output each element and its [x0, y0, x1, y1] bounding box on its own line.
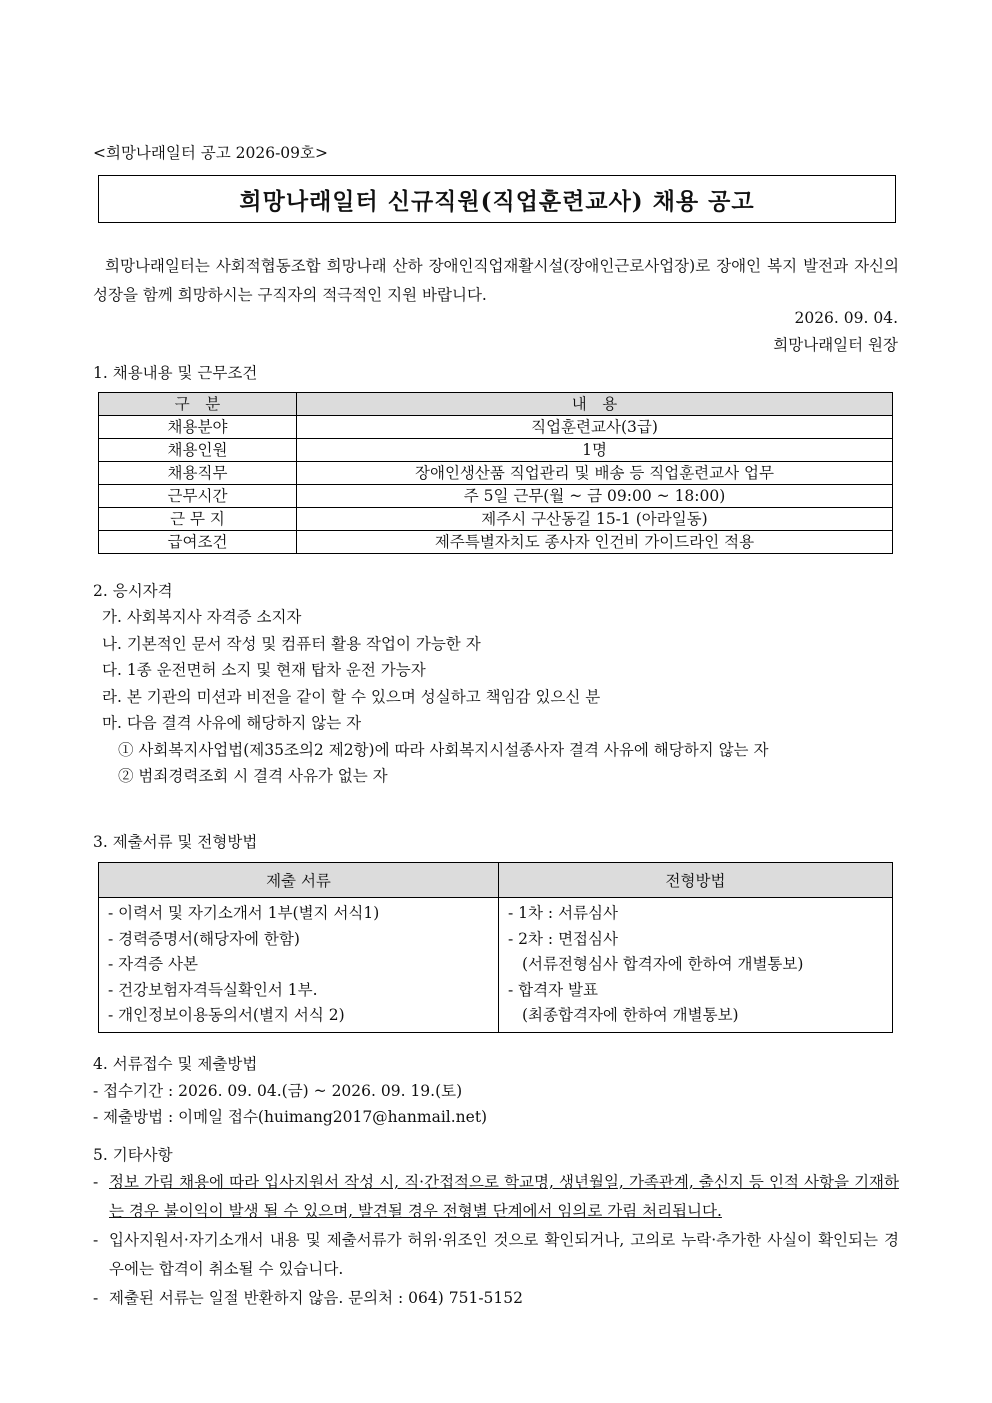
list-item — [93, 1168, 899, 1226]
intro-paragraph — [93, 252, 899, 310]
table-row — [99, 898, 893, 1033]
list-item: 다. 1종 운전면허 소지 및 현재 탑차 운전 가능자 — [102, 661, 426, 679]
row-label: 근 무 지 — [99, 508, 297, 531]
list-subitem: ② 범죄경력조회 시 결격 사유가 없는 자 — [118, 767, 388, 785]
list-item: - 제출방법 : 이메일 접수(huimang2017@hanmail.net) — [93, 1108, 488, 1126]
list-item — [93, 1226, 899, 1284]
table-row — [99, 439, 893, 462]
table-row — [99, 416, 893, 439]
list-item: - 접수기간 : 2026. 09. 04.(금) ~ 2026. 09. 19.(토) — [93, 1081, 463, 1100]
list-item: - 건강보험자격득실확인서 1부. — [108, 980, 318, 999]
row-value: 제주시 구산동길 15-1 (아라일동) — [297, 508, 893, 531]
section2-heading: 2. 응시자격 — [93, 582, 173, 600]
list-item: - 2차 : 면접심사 — [508, 929, 618, 948]
privacy-notice: 정보 가림 채용에 따라 입사지원서 작성 시, 직·간접적으로 학교명, 생년월일, 가족관계, 출신지 등 인적 사항을 기재하는 경우 불이익이 발생 될 수 있으며, 발견될 경우 전형별 단계에서 임의로 가림 처리됩니다. — [109, 1173, 899, 1220]
table-header-row — [99, 393, 893, 416]
row-label: 채용분야 — [99, 416, 297, 439]
list-item: - 자격증 사본 — [108, 955, 198, 973]
list-item: - 개인정보이용동의서(별지 서식 2) — [108, 1006, 345, 1024]
list-item: - 경력증명서(해당자에 한함) — [108, 929, 300, 948]
title-box — [98, 175, 896, 223]
table-row — [99, 485, 893, 508]
row-label: 채용인원 — [99, 439, 297, 462]
conditions-table — [98, 392, 893, 554]
list-item: 나. 기본적인 문서 작성 및 컴퓨터 활용 작업이 가능한 자 — [102, 634, 481, 653]
dash-marker: - — [93, 1289, 99, 1307]
list-item: 가. 사회복지사 자격증 소지자 — [102, 608, 302, 626]
row-value: 장애인생산품 직업관리 및 배송 등 직업훈련교사 업무 — [297, 462, 893, 485]
dash-marker: - — [93, 1173, 99, 1191]
list-item: (최종합격자에 한하여 개별통보) — [522, 1006, 739, 1024]
dash-marker: - — [93, 1231, 99, 1249]
intro-text: 희망나래일터는 사회적협동조합 희망나래 산하 장애인직업재활시설(장애인근로사업장)로 장애인 복지 발전과 자신의 성장을 함께 희망하시는 구직자의 적극적인 지원 바랍니다. — [93, 257, 899, 304]
list-item: - 1차 : 서류심사 — [508, 904, 618, 922]
table-row — [99, 462, 893, 485]
section3-heading: 3. 제출서류 및 전형방법 — [93, 833, 258, 851]
table-header-row — [99, 863, 893, 898]
header-category: 구 분 — [99, 393, 297, 416]
header-content: 내 용 — [297, 393, 893, 416]
methods-cell — [499, 898, 893, 1033]
misc-list — [93, 1168, 899, 1313]
table-row — [99, 508, 893, 531]
table-row — [99, 531, 893, 554]
signature: 희망나래일터 원장 — [773, 336, 898, 354]
row-label: 급여조건 — [99, 531, 297, 554]
section4-heading: 4. 서류접수 및 제출방법 — [93, 1055, 258, 1073]
documents-table — [98, 862, 893, 1033]
row-value: 1명 — [297, 439, 893, 462]
page-title: 희망나래일터 신규직원(직업훈련교사) 채용 공고 — [239, 187, 755, 215]
row-value: 제주특별자치도 종사자 인건비 가이드라인 적용 — [297, 531, 893, 554]
list-item: - 합격자 발표 — [508, 980, 598, 999]
notice-number: <희망나래일터 공고 2026-09호> — [93, 144, 328, 162]
documents-cell — [99, 898, 499, 1033]
list-item — [93, 1284, 899, 1313]
header-methods: 전형방법 — [499, 863, 893, 898]
section1-heading: 1. 채용내용 및 근무조건 — [93, 364, 258, 382]
list-item: (서류전형심사 합격자에 한하여 개별통보) — [522, 955, 804, 973]
row-label: 근무시간 — [99, 485, 297, 508]
section5-heading: 5. 기타사항 — [93, 1146, 173, 1164]
announcement-date: 2026. 09. 04. — [794, 309, 898, 327]
header-documents: 제출 서류 — [99, 863, 499, 898]
row-label: 채용직무 — [99, 462, 297, 485]
section4-block — [93, 1051, 487, 1131]
list-item: 마. 다음 결격 사유에 해당하지 않는 자 — [102, 714, 362, 732]
row-value: 직업훈련교사(3급) — [297, 416, 893, 439]
falsification-notice: 입사지원서·자기소개서 내용 및 제출서류가 허위·위조인 것으로 확인되거나, 고의로 누락·추가한 사실이 확인되는 경우에는 합격이 취소될 수 있습니다. — [109, 1231, 899, 1278]
row-value: 주 5일 근무(월 ~ 금 09:00 ~ 18:00) — [297, 485, 893, 508]
qualification-list — [102, 604, 768, 790]
return-notice: 제출된 서류는 일절 반환하지 않음. 문의처 : 064) 751-5152 — [109, 1289, 524, 1307]
list-item: - 이력서 및 자기소개서 1부(별지 서식1) — [108, 904, 380, 922]
list-item: 라. 본 기관의 미션과 비전을 같이 할 수 있으며 성실하고 책임감 있으신 분 — [102, 687, 601, 706]
list-subitem: ① 사회복지사업법(제35조의2 제2항)에 따라 사회복지시설종사자 결격 사유에 해당하지 않는 자 — [118, 740, 769, 759]
